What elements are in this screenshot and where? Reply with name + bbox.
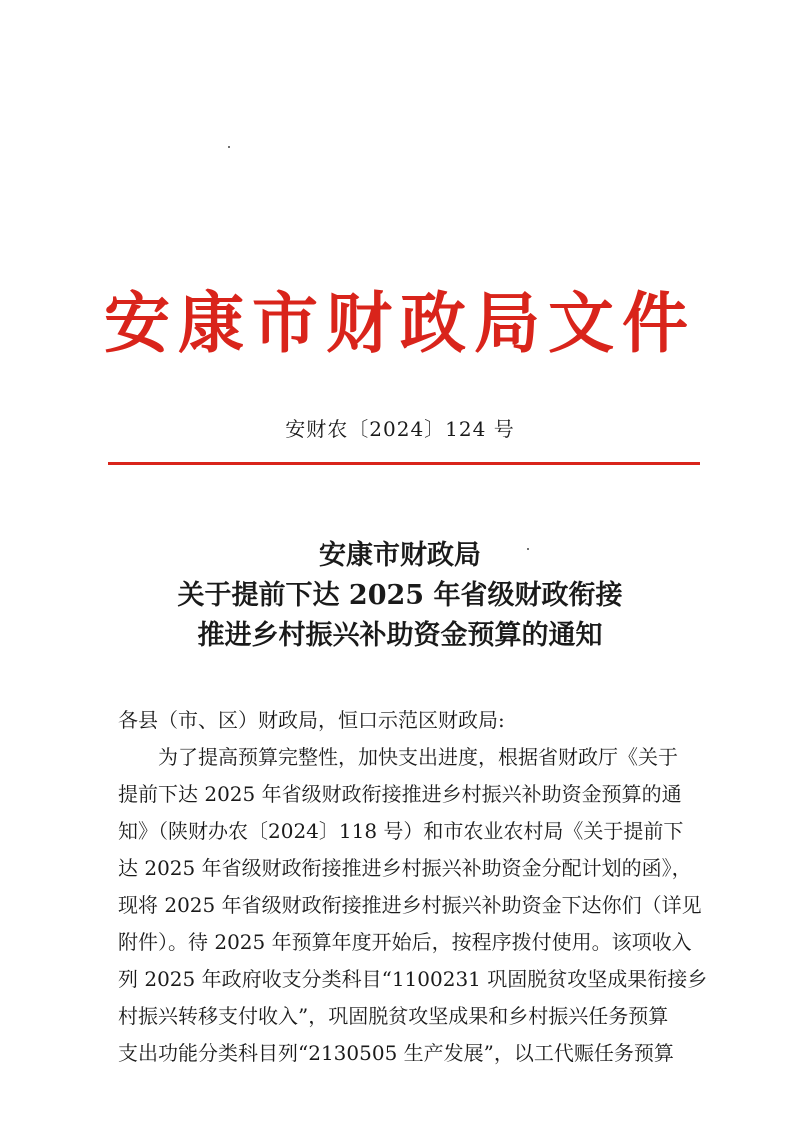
body-line: 附件）。待 2025 年预算年度开始后，按程序拨付使用。该项收入 (118, 930, 692, 954)
body-line: 现将 2025 年省级财政衔接推进乡村振兴补助资金下达你们（详见 (118, 893, 702, 917)
body-line: 村振兴转移支付收入”，巩固脱贫攻坚成果和乡村振兴任务预算 (118, 1004, 669, 1028)
scan-speck (228, 146, 230, 148)
notice-title (0, 536, 800, 656)
document-header-title: 安康市财政局文件 (104, 284, 696, 362)
red-divider-line (108, 462, 700, 465)
body-line: 提前下达 2025 年省级财政衔接推进乡村振兴补助资金预算的通 (118, 782, 682, 806)
notice-body (118, 702, 718, 1072)
body-line: 知》（陕财办农〔2024〕118 号）和市农业农村局《关于提前下 (118, 819, 684, 843)
notice-title-line: 安康市财政局 (319, 540, 481, 571)
notice-title-line: 关于提前下达 2025 年省级财政衔接 (177, 580, 623, 611)
document-number: 安财农〔2024〕124 号 (285, 417, 515, 441)
body-line: 支出功能分类科目列“2130505 生产发展”，以工代赈任务预算 (118, 1041, 674, 1065)
salutation: 各县（市、区）财政局，恒口示范区财政局: (118, 708, 505, 732)
body-line: 为了提高预算完整性，加快支出进度，根据省财政厅《关于 (158, 745, 678, 769)
notice-title-line: 推进乡村振兴补助资金预算的通知 (197, 620, 603, 651)
body-line: 列 2025 年政府收支分类科目“1100231 巩固脱贫攻坚成果衔接乡 (118, 967, 708, 991)
body-line: 达 2025 年省级财政衔接推进乡村振兴补助资金分配计划的函》， (118, 856, 692, 880)
